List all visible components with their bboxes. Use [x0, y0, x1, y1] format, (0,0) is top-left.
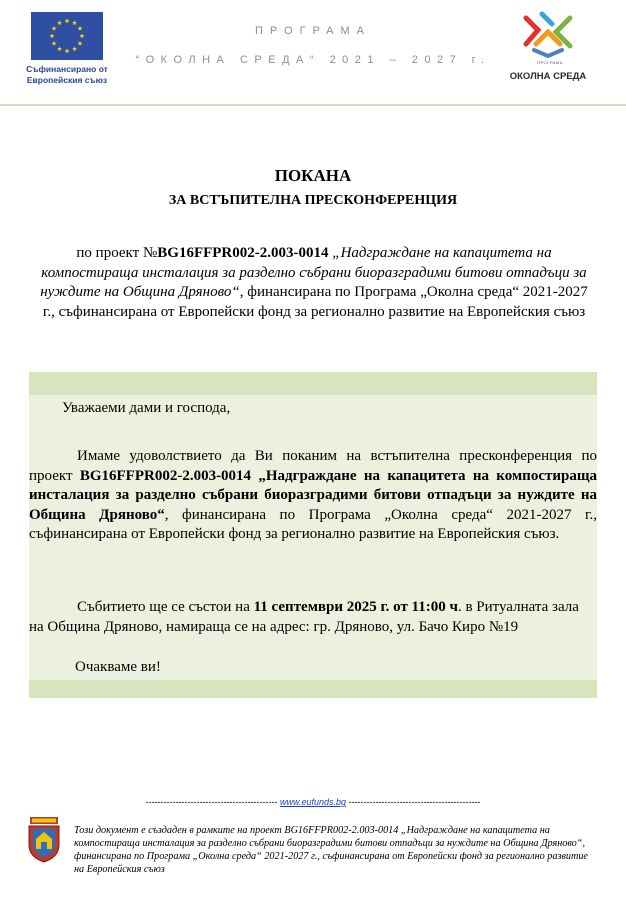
- header-divider: [0, 104, 626, 106]
- invitation-intro: Имаме удоволствието да Ви поканим на встъпителна пресконференция по проект: [29, 448, 597, 484]
- project-funding: , финансирана по Програма „Околна среда“ 2021-2027 г., съфинансирана от Европейски фонд за регионално развитие на Европейския съюз: [42, 284, 588, 320]
- program-name: “ОКОЛНА СРЕДА“ 2021 – 2027 г.: [135, 54, 491, 66]
- project-number: BG16FFPR002-2.003-0014: [157, 245, 329, 261]
- program-logo-small-caption: ПРОГРАМА: [537, 60, 563, 65]
- project-name: „Надграждане на капацитета на компостираща инсталация за разделно събрани биоразградими битови отпадъци за нуждите на Община Дряново“: [40, 245, 587, 300]
- box-bottom-band: [29, 680, 597, 698]
- program-label: ПРОГРАМА: [255, 25, 371, 37]
- document-subtitle: ЗА ВСТЪПИТЕЛНА ПРЕСКОНФЕРЕНЦИЯ: [168, 193, 458, 208]
- salutation: Уважаеми дами и господа,: [62, 400, 231, 416]
- project-prefix: по проект №: [76, 245, 158, 261]
- project-description: [38, 244, 590, 322]
- eu-caption-line2: Европейския съюз: [26, 75, 108, 85]
- eufunds-link[interactable]: www.eufunds.bg: [279, 797, 347, 807]
- event-location: . в Ритуалната зала на Община Дряново, намираща се на адрес: гр. Дряново, ул. Бачо Киро №19: [29, 599, 579, 635]
- eu-cofinanced-caption: [18, 64, 116, 86]
- footer-disclaimer: Този документ е създаден в рамките на проект BG16FFPR002-2.003-0014 „Надграждане на капацитета на компостираща инсталация за разделно събрани биоразградими битови отпадъци за нуждите на Община Дряново“, финансирана по Програма „Околна среда“ 2021-2027 г., съфинансирана от Европейски фонд за регионално развитие на Европейския съюз: [74, 825, 588, 875]
- event-date-time: 11 септември 2025 г. от 11:00 ч: [253, 599, 458, 615]
- footer-dashes-left: --------------------------------------------: [145, 797, 280, 807]
- invitation-funding: , финансирана по Програма „Околна среда“ 2021-2027 г., съфинансирана от Европейски фонд за регионално развитие на Европейския съюз.: [29, 506, 597, 542]
- footer-dashes-right: --------------------------------------------: [346, 797, 481, 807]
- document-title: ПОКАНА: [274, 166, 352, 185]
- event-details-paragraph: [29, 598, 597, 637]
- closing-line: Очакваме ви!: [75, 659, 161, 675]
- event-intro: Събитието ще се състои на: [77, 599, 254, 615]
- eu-caption-line1: Съфинансирано от: [26, 64, 108, 74]
- box-top-band: [29, 372, 597, 395]
- program-logo-caption: ОКОЛНА СРЕДА: [509, 71, 587, 82]
- invitation-paragraph: [29, 447, 597, 545]
- invitation-project-title: BG16FFPR002-2.003-0014 „Надграждане на капацитета на компостираща инсталация за разделно събрани биоразградими битови отпадъци за нуждите на Община Дряново“: [29, 467, 597, 523]
- footer-link-line: [0, 797, 626, 807]
- dryanovo-crest-icon: [26, 817, 62, 863]
